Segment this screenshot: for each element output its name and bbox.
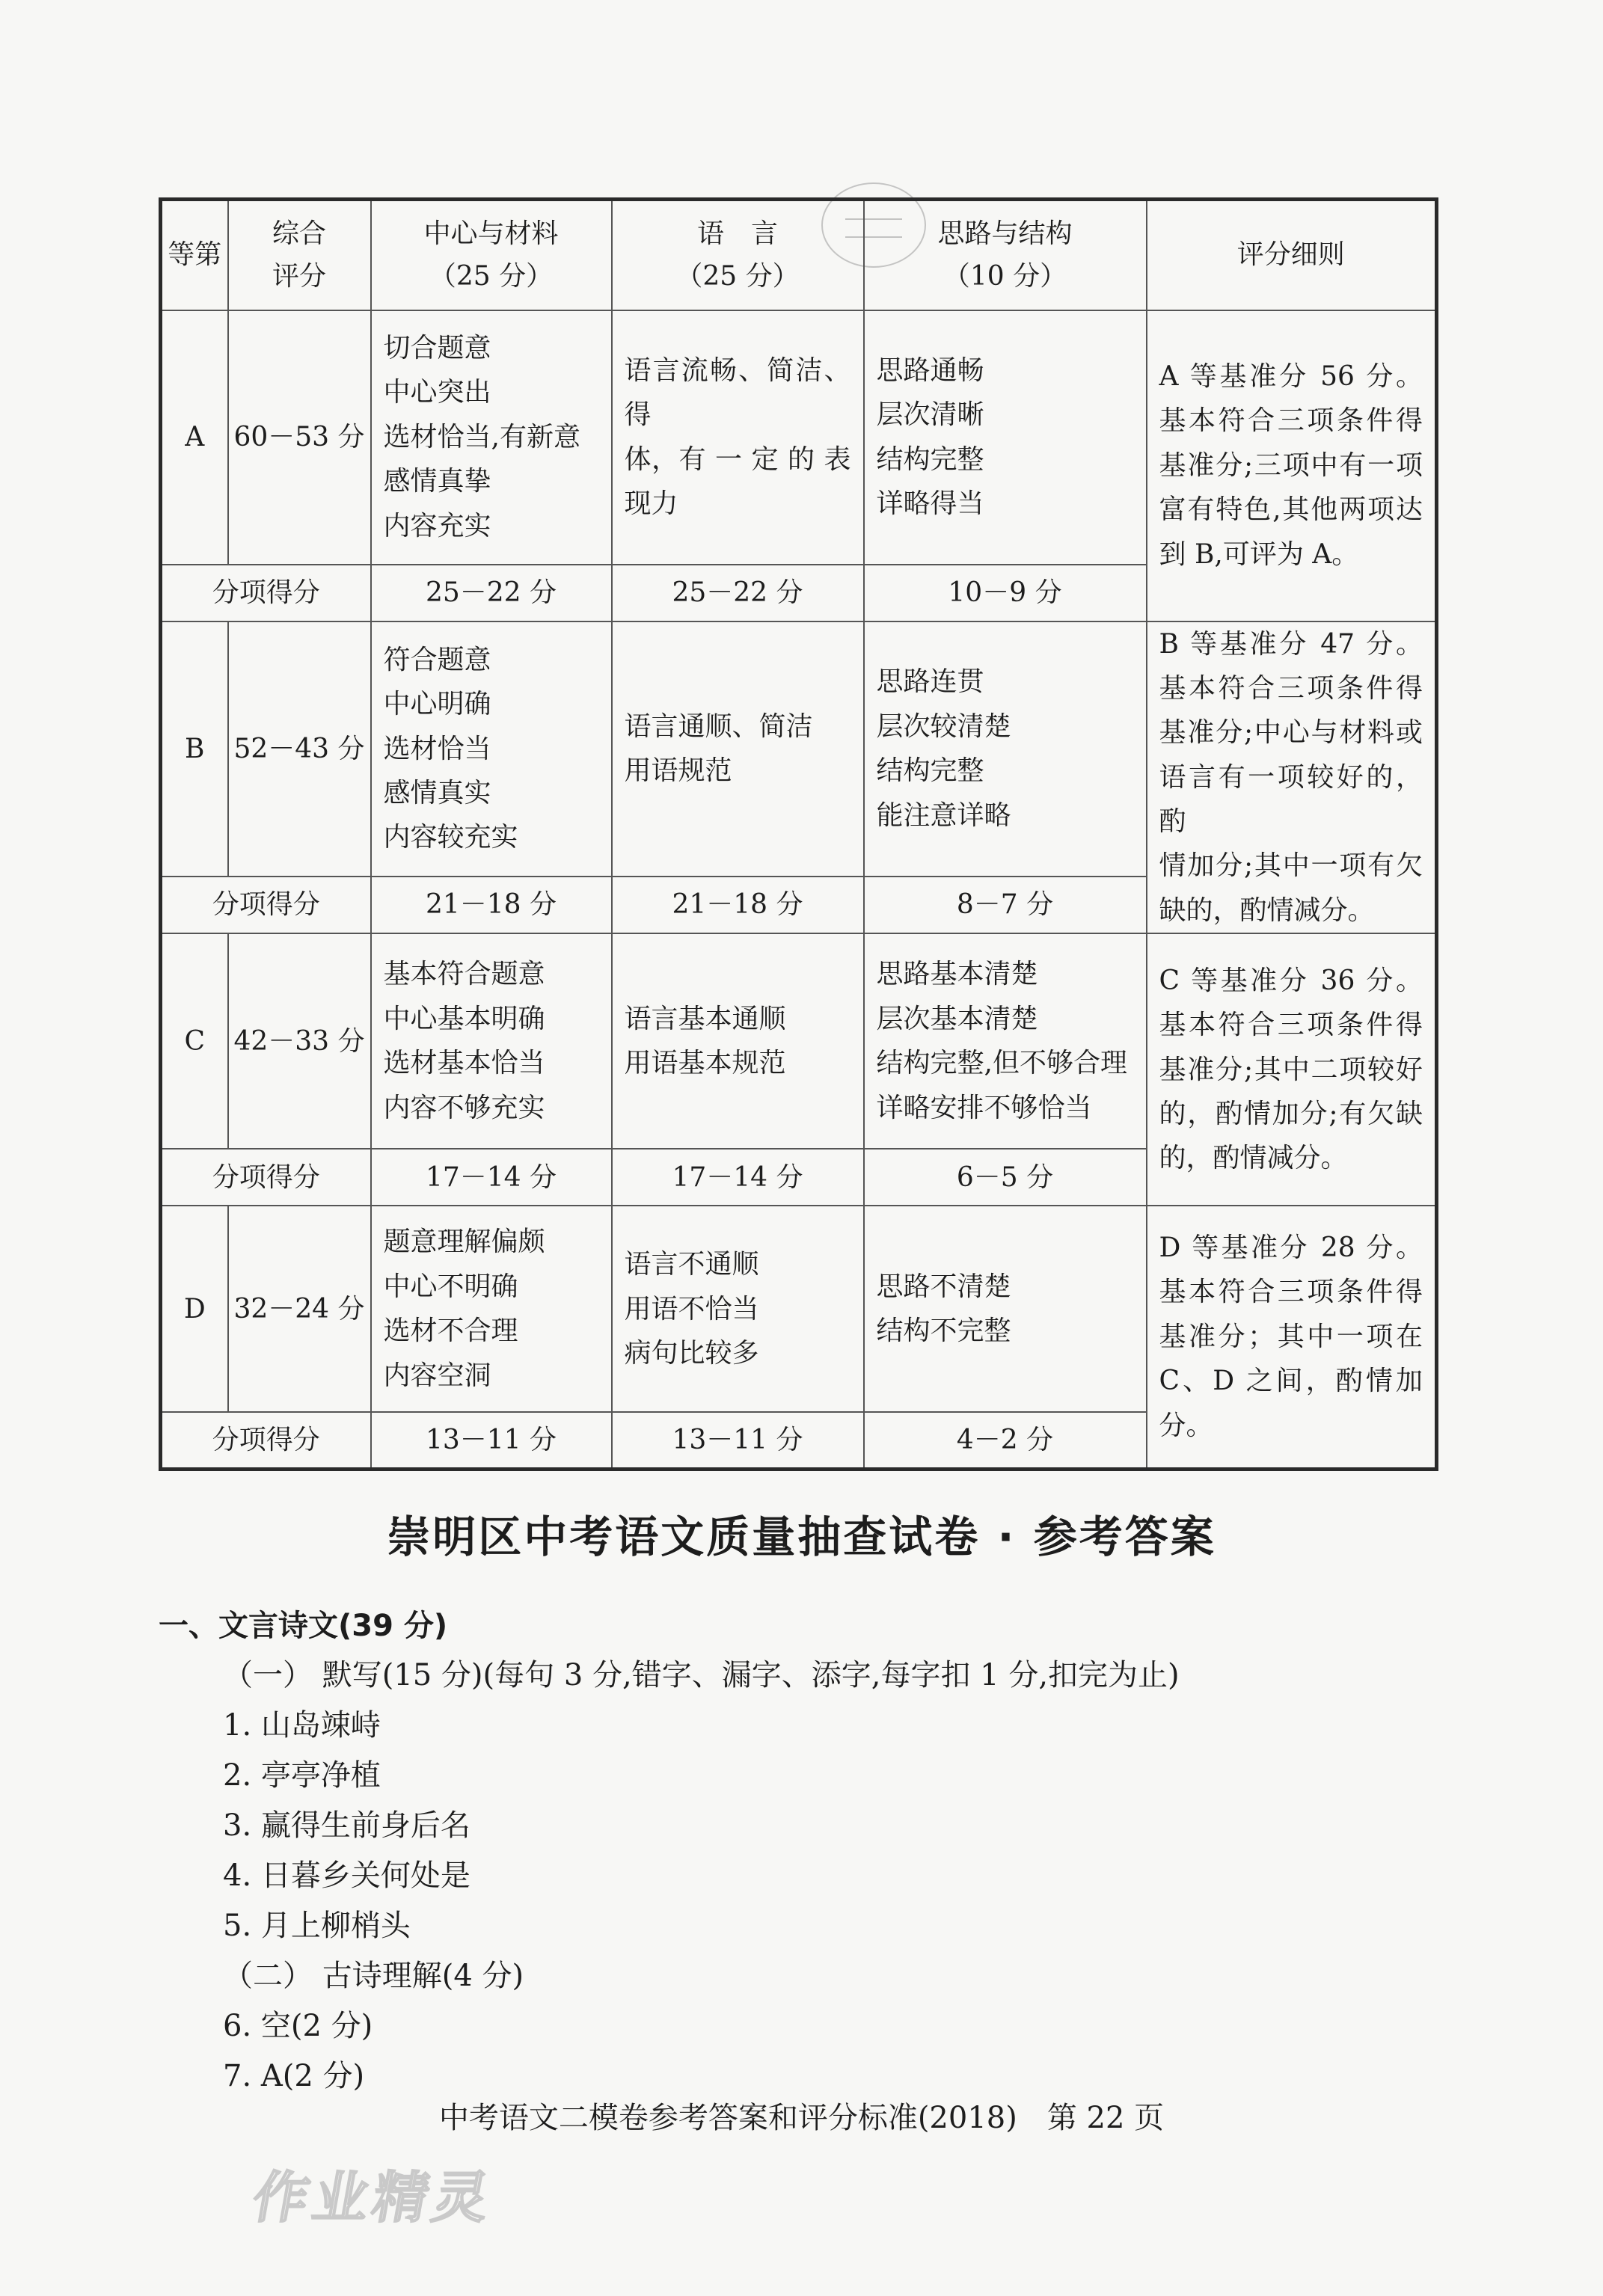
header-language-line1: 语 言 xyxy=(696,218,778,249)
subscore-cell: 13－11 分 xyxy=(612,1412,864,1469)
grade-row-d xyxy=(161,1206,1437,1412)
content-criteria-line: 选材不合理 xyxy=(383,1316,518,1347)
content-criteria-line: 中心明确 xyxy=(383,689,491,720)
header-structure-line1: 思路与结构 xyxy=(937,218,1073,249)
content-criteria-line: 基本符合题意 xyxy=(383,959,545,990)
answer-item: 7. A(2 分) xyxy=(223,2059,365,2093)
answer-item: 2. 亭亭净植 xyxy=(223,1758,381,1793)
detail-text-line: 基准分；其中一项在 xyxy=(1159,1321,1423,1352)
detail-text-line: 情加分;其中一项有欠 xyxy=(1159,850,1423,882)
subscore-label: 分项得分 xyxy=(161,1149,371,1206)
header-language xyxy=(612,200,864,310)
detail-text-line: B 等基准分 47 分。 xyxy=(1159,628,1423,660)
structure-cell-d xyxy=(864,1206,1147,1412)
grade-cell-b: B xyxy=(161,621,228,877)
content-criteria-line: 选材恰当,有新意 xyxy=(383,421,580,452)
structure-cell-a xyxy=(864,310,1147,565)
structure-cell-b xyxy=(864,621,1147,877)
content-criteria-line: 符合题意 xyxy=(383,644,491,675)
header-content-line1: 中心与材料 xyxy=(423,218,559,249)
answer-item: 4. 日暮乡关何处是 xyxy=(223,1858,471,1893)
content-criteria-line: 中心不明确 xyxy=(383,1271,518,1302)
grade-cell-c: C xyxy=(161,933,228,1149)
content-cell-c xyxy=(371,933,612,1149)
range-cell-a: 60－53 分 xyxy=(228,310,371,565)
page-footer: 中考语文二模卷参考答案和评分标准(2018) 第 22 页 xyxy=(438,2101,1165,2135)
structure-criteria-line: 详略安排不够恰当 xyxy=(876,1092,1092,1123)
grading-rubric-table xyxy=(159,197,1438,1471)
detail-text-line: C、D 之间，酌情加分。 xyxy=(1159,1366,1423,1441)
content-criteria-line: 内容充实 xyxy=(383,510,491,541)
detail-text-line: 基本符合三项条件得 xyxy=(1159,1277,1423,1308)
subscore-cell: 25－22 分 xyxy=(612,565,864,621)
structure-criteria-line: 层次基本清楚 xyxy=(876,1003,1038,1034)
language-criteria-line: 病句比较多 xyxy=(624,1337,759,1369)
content-criteria-line: 中心基本明确 xyxy=(383,1003,545,1034)
language-cell-d xyxy=(612,1206,864,1412)
content-cell-d xyxy=(371,1206,612,1412)
header-overall-line1: 综合 xyxy=(272,218,326,249)
language-criteria-line: 语言基本通顺 xyxy=(624,1003,786,1034)
detail-text-line: 到 B,可评为 A。 xyxy=(1159,538,1359,570)
range-cell-c: 42－33 分 xyxy=(228,933,371,1149)
structure-criteria-line: 思路连贯 xyxy=(876,666,984,698)
content-criteria-line: 感情真挚 xyxy=(383,466,491,497)
grade-row-b xyxy=(161,621,1437,877)
subscore-label: 分项得分 xyxy=(161,565,371,621)
watermark-logo: 作业精灵 xyxy=(248,2166,499,2230)
content-cell-b xyxy=(371,621,612,877)
detail-text-line: 的，酌情减分。 xyxy=(1159,1143,1348,1174)
grade-row-a xyxy=(161,310,1437,565)
header-language-line2: （25 分） xyxy=(675,261,800,292)
answer-item: 1. 山岛竦峙 xyxy=(223,1708,381,1743)
content-criteria-line: 感情真实 xyxy=(383,777,491,808)
detail-text-line: 的，酌情加分;有欠缺 xyxy=(1159,1098,1423,1129)
structure-criteria-line: 结构不完整 xyxy=(876,1316,1011,1347)
detail-text-line: 基准分;三项中有一项 xyxy=(1159,449,1423,481)
content-criteria-line: 内容空洞 xyxy=(383,1360,491,1391)
header-grade: 等第 xyxy=(161,200,228,310)
detail-text-line: 语言有一项较好的，酌 xyxy=(1159,761,1423,838)
language-criteria-line: 用语规范 xyxy=(624,755,732,787)
structure-criteria-line: 层次清晰 xyxy=(876,399,984,431)
content-criteria-line: 中心突出 xyxy=(383,377,491,408)
subscore-label: 分项得分 xyxy=(161,877,371,933)
range-cell-d: 32－24 分 xyxy=(228,1206,371,1412)
subscore-cell: 21－18 分 xyxy=(371,877,612,933)
language-criteria-line: 体，有 一 定 的 表 xyxy=(624,443,851,475)
structure-criteria-line: 结构完整 xyxy=(876,443,984,475)
detail-text-line: A 等基准分 56 分。 xyxy=(1159,361,1423,393)
subscore-cell: 13－11 分 xyxy=(371,1412,612,1469)
detail-text-line: 基本符合三项条件得 xyxy=(1159,1010,1423,1041)
grade-row-c xyxy=(161,933,1437,1149)
detail-cell-d xyxy=(1147,1206,1437,1469)
content-criteria-line: 切合题意 xyxy=(383,333,491,364)
detail-text-line: 缺的，酌情减分。 xyxy=(1159,894,1375,926)
language-cell-a xyxy=(612,310,864,565)
structure-criteria-line: 思路不清楚 xyxy=(876,1271,1011,1302)
answer-item: （二） 古诗理解(4 分) xyxy=(223,1959,524,1993)
answer-item: 3. 赢得生前身后名 xyxy=(223,1808,471,1843)
range-cell-b: 52－43 分 xyxy=(228,621,371,877)
subscore-cell: 6－5 分 xyxy=(864,1149,1147,1206)
language-criteria-line: 用语不恰当 xyxy=(624,1293,759,1325)
detail-text-line: 基本符合三项条件得 xyxy=(1159,405,1423,437)
header-structure-line2: （10 分） xyxy=(943,261,1067,292)
content-criteria-line: 内容较充实 xyxy=(383,822,518,853)
answer-item: 5. 月上柳梢头 xyxy=(223,1909,411,1943)
header-detail: 评分细则 xyxy=(1147,200,1437,310)
subscore-cell: 10－9 分 xyxy=(864,565,1147,621)
answer-title: 崇明区中考语文质量抽查试卷 · 参考答案 xyxy=(387,1511,1216,1562)
detail-cell-c xyxy=(1147,933,1437,1206)
table-header-row xyxy=(161,200,1437,310)
header-content-line2: （25 分） xyxy=(429,261,554,292)
content-criteria-line: 选材基本恰当 xyxy=(383,1048,545,1079)
subscore-cell: 4－2 分 xyxy=(864,1412,1147,1469)
structure-criteria-line: 思路基本清楚 xyxy=(876,959,1038,990)
header-structure xyxy=(864,200,1147,310)
structure-criteria-line: 结构完整 xyxy=(876,755,984,787)
structure-criteria-line: 层次较清楚 xyxy=(876,710,1011,742)
structure-criteria-line: 思路通畅 xyxy=(876,354,984,386)
header-overall-line2: 评分 xyxy=(272,261,326,292)
header-content xyxy=(371,200,612,310)
header-overall xyxy=(228,200,371,310)
subscore-cell: 17－14 分 xyxy=(371,1149,612,1206)
language-criteria-line: 用语基本规范 xyxy=(624,1048,786,1079)
structure-criteria-line: 结构完整,但不够合理 xyxy=(876,1048,1127,1079)
content-criteria-line: 选材恰当 xyxy=(383,733,491,764)
detail-text-line: D 等基准分 28 分。 xyxy=(1159,1233,1423,1263)
language-cell-b xyxy=(612,621,864,877)
subscore-label: 分项得分 xyxy=(161,1412,371,1469)
language-criteria-line: 语言通顺、简洁 xyxy=(624,710,813,742)
grade-cell-a: A xyxy=(161,310,228,565)
detail-cell-b xyxy=(1147,621,1437,934)
subscore-cell: 25－22 分 xyxy=(371,565,612,621)
structure-cell-c xyxy=(864,933,1147,1149)
structure-criteria-line: 能注意详略 xyxy=(876,799,1011,831)
subscore-cell: 8－7 分 xyxy=(864,877,1147,933)
content-cell-a xyxy=(371,310,612,565)
language-cell-c xyxy=(612,933,864,1149)
detail-text-line: 基准分;中心与材料或 xyxy=(1159,717,1423,749)
language-criteria-line: 现力 xyxy=(624,488,678,519)
detail-cell-a xyxy=(1147,310,1437,621)
answer-item: 6. 空(2 分) xyxy=(223,2009,373,2043)
content-criteria-line: 内容不够充实 xyxy=(383,1092,545,1123)
detail-text-line: 基准分;其中二项较好 xyxy=(1159,1054,1423,1085)
language-criteria-line: 语言不通顺 xyxy=(624,1249,759,1280)
detail-text-line: C 等基准分 36 分。 xyxy=(1159,965,1423,996)
grade-cell-d: D xyxy=(161,1206,228,1412)
subscore-cell: 21－18 分 xyxy=(612,877,864,933)
subscore-cell: 17－14 分 xyxy=(612,1149,864,1206)
answer-item: （一） 默写(15 分)(每句 3 分,错字、漏字、添字,每字扣 1 分,扣完为止) xyxy=(223,1658,1180,1692)
section-heading: 一、文言诗文(39 分) xyxy=(159,1609,448,1643)
structure-criteria-line: 详略得当 xyxy=(876,488,984,519)
detail-text-line: 富有特色,其他两项达 xyxy=(1159,494,1423,526)
detail-text-line: 基本符合三项条件得 xyxy=(1159,672,1423,704)
content-criteria-line: 题意理解偏颇 xyxy=(383,1227,545,1258)
language-criteria-line: 语言流畅、简洁、得 xyxy=(624,354,851,431)
